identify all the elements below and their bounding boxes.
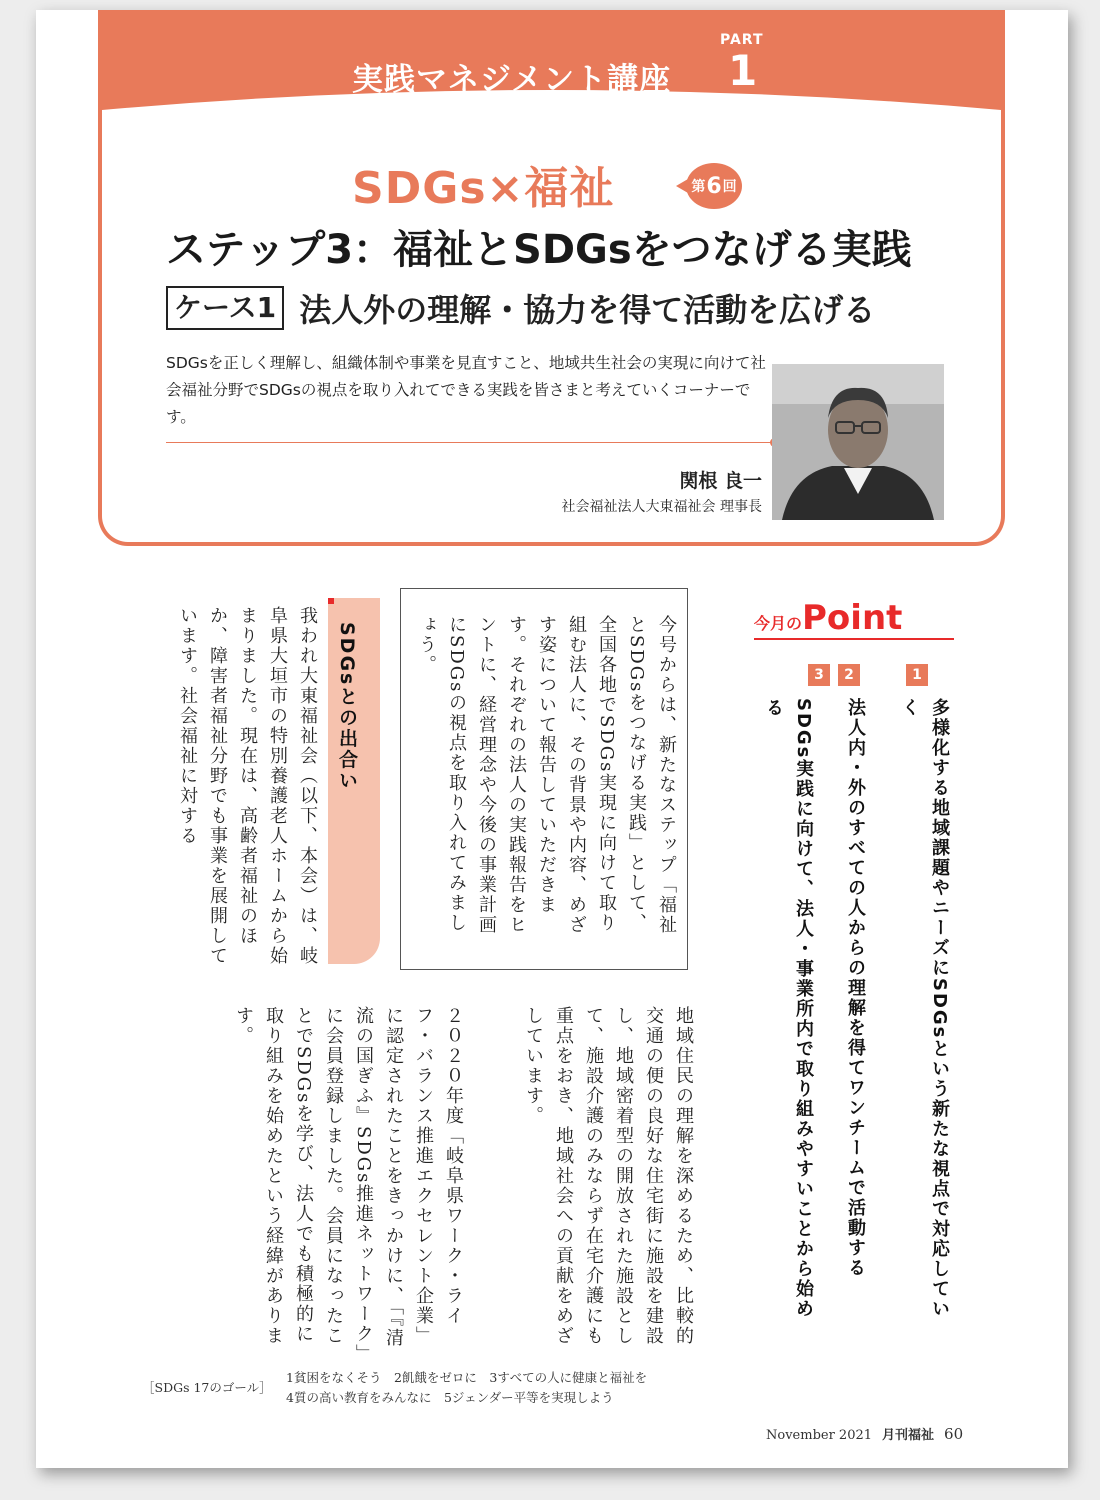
article-header xyxy=(98,10,1005,546)
point-number-2: 2 xyxy=(838,664,860,686)
part-number: 1 xyxy=(728,46,758,95)
intro-box xyxy=(400,588,688,970)
magazine-page xyxy=(36,10,1068,1468)
point-heading-big: Point xyxy=(802,598,903,638)
case-row xyxy=(166,285,875,331)
episode-badge xyxy=(686,163,742,209)
body-paragraph-1: 我われ大東福祉会（以下、本会）は、岐阜県大垣市の特別養護老人ホームから始まりました。現在は、高齢者福祉のほか、障害者福祉分野でも事業を展開しています。社会福祉に対する xyxy=(177,606,318,966)
point-item-3: SDGs実践に向けて、法人・事業所内で取り組みやすいことから始める xyxy=(763,698,814,1320)
page-footer xyxy=(766,1424,963,1443)
divider-line xyxy=(166,442,772,443)
person-portrait-icon xyxy=(772,364,944,520)
series-title: 実践マネジメント講座 xyxy=(352,62,672,98)
case-label: ケース1 xyxy=(166,286,284,330)
episode-number: 6 xyxy=(706,173,722,199)
page-number: 60 xyxy=(944,1425,964,1443)
body-paragraph-3: ２０２０年度「岐阜県ワーク・ライフ・バランス推進エクセレント企業」に認定されたことをきっかけに、「『清流の国ぎふ』SDGs推進ネットワーク」に会員登録しました。会員になったことでSDGsを学び、法人でも積極的に取り組みを始めたという経緯があります。 xyxy=(233,1006,464,1356)
author-photo xyxy=(772,364,944,520)
body-paragraph-2: 地域住民の理解を深めるため、比較的交通の便の良好な住宅街に施設を建設し、地域密着型の開放された施設として、施設介護のみならず在宅介護にも重点をおき、地域社会への貢献をめざしています。 xyxy=(523,1006,694,1346)
magazine-name: 月刊福祉 xyxy=(882,1428,935,1443)
sub-title: 法人外の理解・協力を得て活動を広げる xyxy=(299,291,876,329)
author-name: 関根 良一 xyxy=(679,470,762,492)
point-item-1: 多様化する地域課題やニーズにSDGsという新たな視点で対応していく xyxy=(899,698,950,1320)
topic-title: SDGs×福祉 xyxy=(352,163,615,214)
main-title: ステップ3：福祉とSDGsをつなげる実践 xyxy=(166,227,912,273)
author-title: 社会福祉法人大東福祉会 理事長 xyxy=(561,499,762,515)
goals-line-1: 1貧困をなくそう 2飢餓をゼロに 3すべての人に健康と福祉を xyxy=(286,1370,648,1385)
point-number-3: 3 xyxy=(808,664,830,686)
point-heading-small: 今月の xyxy=(754,614,803,633)
goals-line-2: 4質の高い教育をみんなに 5ジェンダー平等を実現しよう xyxy=(286,1390,614,1405)
intro-box-text: 今号からは、新たなステップ「福祉とSDGsをつなげる実践」として、全国各地でSDGs実現に向けて取り組む法人に、その背景や内容、めざす姿について報告していただきます。それぞれの法人の実践報告をヒントに、経営理念や今後の事業計画にSDGsの視点を取り入れてみましょう。 xyxy=(416,615,677,935)
point-item-2: 法人内・外のすべての人からの理解を得てワンチームで活動する xyxy=(845,698,866,1278)
episode-suffix: 回 xyxy=(722,179,737,195)
part-label: PART xyxy=(720,32,764,48)
point-heading xyxy=(754,598,954,640)
episode-prefix: 第 xyxy=(691,179,706,195)
point-number-1: 1 xyxy=(906,664,928,686)
section-heading: SDGsとの出合い xyxy=(336,622,358,792)
goals-label: ［SDGs 17のゴール］ xyxy=(142,1380,272,1395)
intro-text: SDGsを正しく理解し、組織体制や事業を見直すこと、地域共生社会の実現に向けて社会福祉分野でSDGsの視点を取り入れてできる実践を皆さまと考えていくコーナーです。 xyxy=(166,354,766,426)
issue-date: November 2021 xyxy=(766,1428,873,1443)
section-tab xyxy=(328,598,380,964)
